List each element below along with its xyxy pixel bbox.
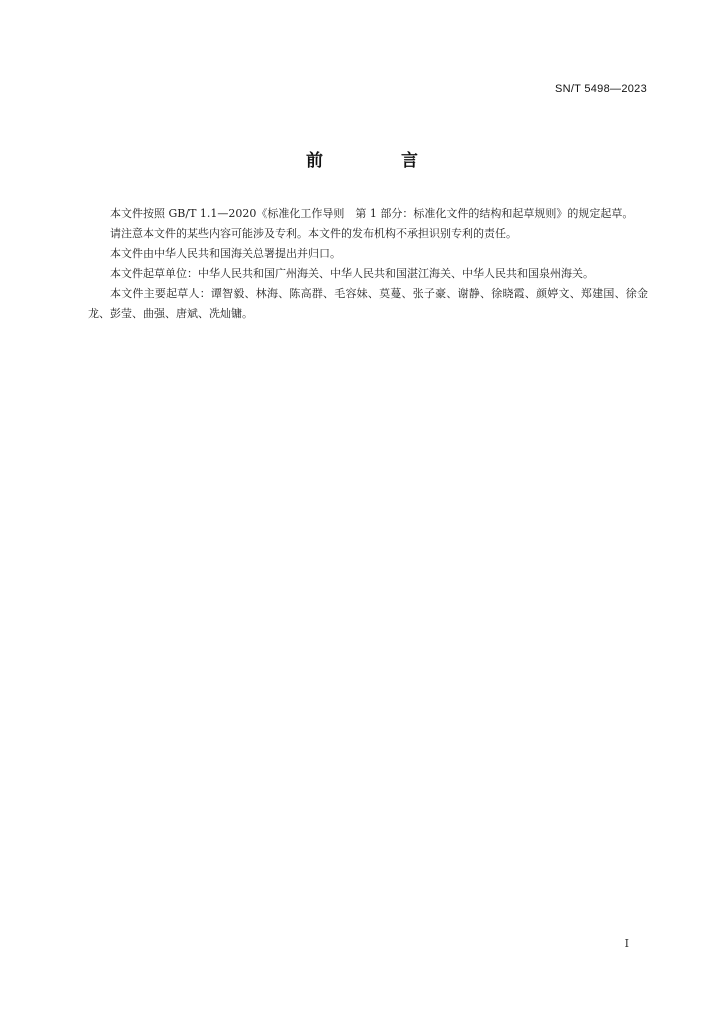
- paragraph-proposer: 本文件由中华人民共和国海关总署提出并归口。: [110, 247, 341, 260]
- paragraph-drafters: 本文件主要起草人：谭智毅、林海、陈高群、毛容妹、莫蔓、张子豪、谢静、徐晓霞、颜婷文、郑建国、徐金龙、彭莹、曲强、唐斌、冼灿镛。: [88, 287, 648, 320]
- page-title: 前 言: [306, 151, 454, 171]
- foreword-body: [88, 204, 648, 324]
- page-number: I: [624, 937, 629, 950]
- standard-code: SN/T 5498—2023: [554, 83, 647, 95]
- paragraph-patent-notice: 请注意本文件的某些内容可能涉及专利。本文件的发布机构不承担识别专利的责任。: [110, 227, 517, 240]
- paragraph-drafting-units: 本文件起草单位：中华人民共和国广州海关、中华人民共和国湛江海关、中华人民共和国泉州海关。: [110, 267, 594, 280]
- paragraph-drafting-rules: 本文件按照 GB/T 1.1—2020《标准化工作导则 第 1 部分：标准化文件的结构和起草规则》的规定起草。: [110, 207, 634, 220]
